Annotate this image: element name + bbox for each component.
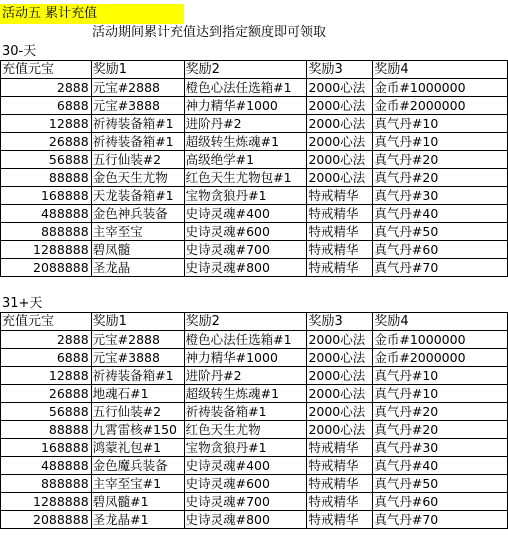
cell-reward-1: 元宝#2888 [91,331,184,349]
table-row [1,115,508,133]
cell-amount: 2888 [1,331,92,349]
cell-reward-2: 宝物贪狼丹#1 [184,439,307,457]
column-header-reward-4: 奖励4 [373,313,508,331]
cell-reward-2: 史诗灵魂#800 [184,259,307,277]
cell-amount: 88888 [1,421,92,439]
cell-reward-3: 2000心法 [307,403,373,421]
cell-reward-3: 特戒精华 [307,223,373,241]
cell-reward-1: 金色天生尤物 [91,169,184,187]
cell-reward-1: 九霄雷核#150 [91,421,184,439]
cell-reward-2: 史诗灵魂#700 [184,241,307,259]
cell-reward-4: 金币#2000000 [373,97,508,115]
cell-reward-2: 超级转生炼魂#1 [184,133,307,151]
cell-amount: 488888 [1,205,92,223]
cell-reward-2: 神力精华#1000 [184,349,307,367]
cell-reward-1: 主宰至宝#1 [91,475,184,493]
cell-reward-4: 真气丹#30 [373,439,508,457]
table-header-row [1,61,508,79]
cell-reward-4: 真气丹#10 [373,133,508,151]
cell-amount: 12888 [1,115,92,133]
table-row [1,385,508,403]
column-header-reward-4: 奖励4 [373,61,508,79]
table-row [1,133,508,151]
cell-reward-4: 金币#1000000 [373,331,508,349]
table-row [1,223,508,241]
cell-amount: 1288888 [1,493,92,511]
column-header-reward-3: 奖励3 [307,313,373,331]
table-row [1,421,508,439]
cell-reward-1: 碧凤髓 [91,241,184,259]
column-header-amount: 充值元宝 [1,313,92,331]
cell-reward-1: 元宝#3888 [91,349,184,367]
cell-amount: 6888 [1,97,92,115]
cell-reward-3: 特戒精华 [307,439,373,457]
cell-reward-4: 真气丹#20 [373,169,508,187]
column-header-reward-1: 奖励1 [91,61,184,79]
table-row [1,259,508,277]
cell-reward-2: 史诗灵魂#700 [184,493,307,511]
cell-reward-3: 2000心法 [307,151,373,169]
cell-amount: 56888 [1,403,92,421]
table-row [1,493,508,511]
cell-amount: 2088888 [1,511,92,529]
column-header-reward-2: 奖励2 [184,61,307,79]
table-header-row [1,313,508,331]
cell-reward-3: 2000心法 [307,349,373,367]
cell-amount: 26888 [1,133,92,151]
cell-reward-4: 真气丹#40 [373,205,508,223]
cell-reward-3: 2000心法 [307,385,373,403]
reward-table-31 [0,312,508,529]
cell-reward-2: 史诗灵魂#800 [184,511,307,529]
cell-amount: 168888 [1,187,92,205]
cell-reward-4: 真气丹#20 [373,151,508,169]
column-header-reward-2: 奖励2 [184,313,307,331]
cell-reward-3: 2000心法 [307,421,373,439]
cell-reward-3: 2000心法 [307,79,373,97]
cell-reward-3: 2000心法 [307,169,373,187]
cell-reward-2: 史诗灵魂#400 [184,457,307,475]
cell-reward-4: 金币#2000000 [373,349,508,367]
cell-amount: 26888 [1,385,92,403]
cell-reward-4: 真气丹#60 [373,241,508,259]
cell-reward-1: 金色魔兵装备 [91,457,184,475]
cell-reward-1: 天龙装备箱#1 [91,187,184,205]
cell-reward-1: 五行仙装#2 [91,151,184,169]
cell-reward-2: 进阶丹#2 [184,367,307,385]
cell-amount: 888888 [1,223,92,241]
cell-reward-3: 2000心法 [307,133,373,151]
cell-reward-1: 元宝#2888 [91,79,184,97]
cell-reward-3: 特戒精华 [307,259,373,277]
cell-reward-3: 2000心法 [307,331,373,349]
cell-amount: 1288888 [1,241,92,259]
cell-reward-4: 真气丹#40 [373,457,508,475]
cell-reward-4: 真气丹#20 [373,421,508,439]
cell-reward-4: 真气丹#60 [373,493,508,511]
cell-reward-3: 2000心法 [307,367,373,385]
table-row [1,367,508,385]
cell-amount: 12888 [1,367,92,385]
cell-reward-2: 高级绝学#1 [184,151,307,169]
cell-reward-3: 2000心法 [307,97,373,115]
cell-amount: 2888 [1,79,92,97]
cell-reward-1: 主宰至宝 [91,223,184,241]
cell-reward-1: 圣龙晶#1 [91,511,184,529]
cell-reward-3: 特戒精华 [307,475,373,493]
table-row [1,205,508,223]
table-row [1,403,508,421]
cell-reward-1: 祈祷装备箱#1 [91,133,184,151]
table-row [1,349,508,367]
table-row [1,457,508,475]
cell-reward-1: 元宝#3888 [91,97,184,115]
cell-reward-3: 特戒精华 [307,241,373,259]
cell-reward-3: 特戒精华 [307,511,373,529]
cell-reward-4: 真气丹#50 [373,223,508,241]
table-row [1,511,508,529]
cell-reward-1: 祈祷装备箱#1 [91,115,184,133]
activity-title: 活动五 累计充值 [0,4,184,24]
table-row [1,151,508,169]
cell-reward-1: 鸿蒙礼包#1 [91,439,184,457]
column-header-amount: 充值元宝 [1,61,92,79]
cell-reward-1: 圣龙晶 [91,259,184,277]
cell-reward-2: 橙色心法任选箱#1 [184,331,307,349]
cell-reward-2: 进阶丹#2 [184,115,307,133]
cell-amount: 488888 [1,457,92,475]
cell-reward-3: 特戒精华 [307,457,373,475]
cell-amount: 88888 [1,169,92,187]
cell-reward-2: 橙色心法任选箱#1 [184,79,307,97]
cell-reward-4: 真气丹#70 [373,511,508,529]
cell-reward-4: 真气丹#50 [373,475,508,493]
section-label-31: 31+天 [2,296,43,311]
cell-amount: 6888 [1,349,92,367]
activity-subtitle: 活动期间累计充值达到指定额度即可领取 [92,25,327,40]
table-row [1,187,508,205]
cell-reward-2: 史诗灵魂#400 [184,205,307,223]
cell-reward-2: 宝物贪狼丹#1 [184,187,307,205]
cell-reward-3: 2000心法 [307,115,373,133]
cell-reward-1: 碧凤髓#1 [91,493,184,511]
cell-amount: 2088888 [1,259,92,277]
cell-reward-4: 金币#1000000 [373,79,508,97]
cell-reward-2: 红色天生尤物包#1 [184,169,307,187]
cell-reward-1: 金色神兵装备 [91,205,184,223]
cell-reward-3: 特戒精华 [307,187,373,205]
cell-reward-2: 祈祷装备箱#1 [184,403,307,421]
cell-reward-1: 地魂石#1 [91,385,184,403]
cell-reward-4: 真气丹#10 [373,367,508,385]
cell-reward-2: 史诗灵魂#600 [184,223,307,241]
table-row [1,241,508,259]
reward-table-30 [0,60,508,277]
table-row [1,475,508,493]
cell-amount: 888888 [1,475,92,493]
cell-amount: 56888 [1,151,92,169]
cell-reward-4: 真气丹#30 [373,187,508,205]
cell-reward-2: 神力精华#1000 [184,97,307,115]
table-row [1,331,508,349]
cell-reward-1: 五行仙装#2 [91,403,184,421]
cell-reward-3: 特戒精华 [307,493,373,511]
cell-reward-1: 祈祷装备箱#1 [91,367,184,385]
cell-reward-2: 红色天生尤物 [184,421,307,439]
cell-reward-2: 超级转生炼魂#1 [184,385,307,403]
cell-reward-4: 真气丹#70 [373,259,508,277]
table-row [1,439,508,457]
table-row [1,79,508,97]
table-row [1,169,508,187]
cell-reward-3: 特戒精华 [307,205,373,223]
column-header-reward-3: 奖励3 [307,61,373,79]
cell-reward-4: 真气丹#10 [373,115,508,133]
cell-reward-2: 史诗灵魂#600 [184,475,307,493]
cell-reward-4: 真气丹#10 [373,385,508,403]
table-row [1,97,508,115]
section-label-30: 30-天 [2,44,37,59]
cell-amount: 168888 [1,439,92,457]
column-header-reward-1: 奖励1 [91,313,184,331]
cell-reward-4: 真气丹#20 [373,403,508,421]
